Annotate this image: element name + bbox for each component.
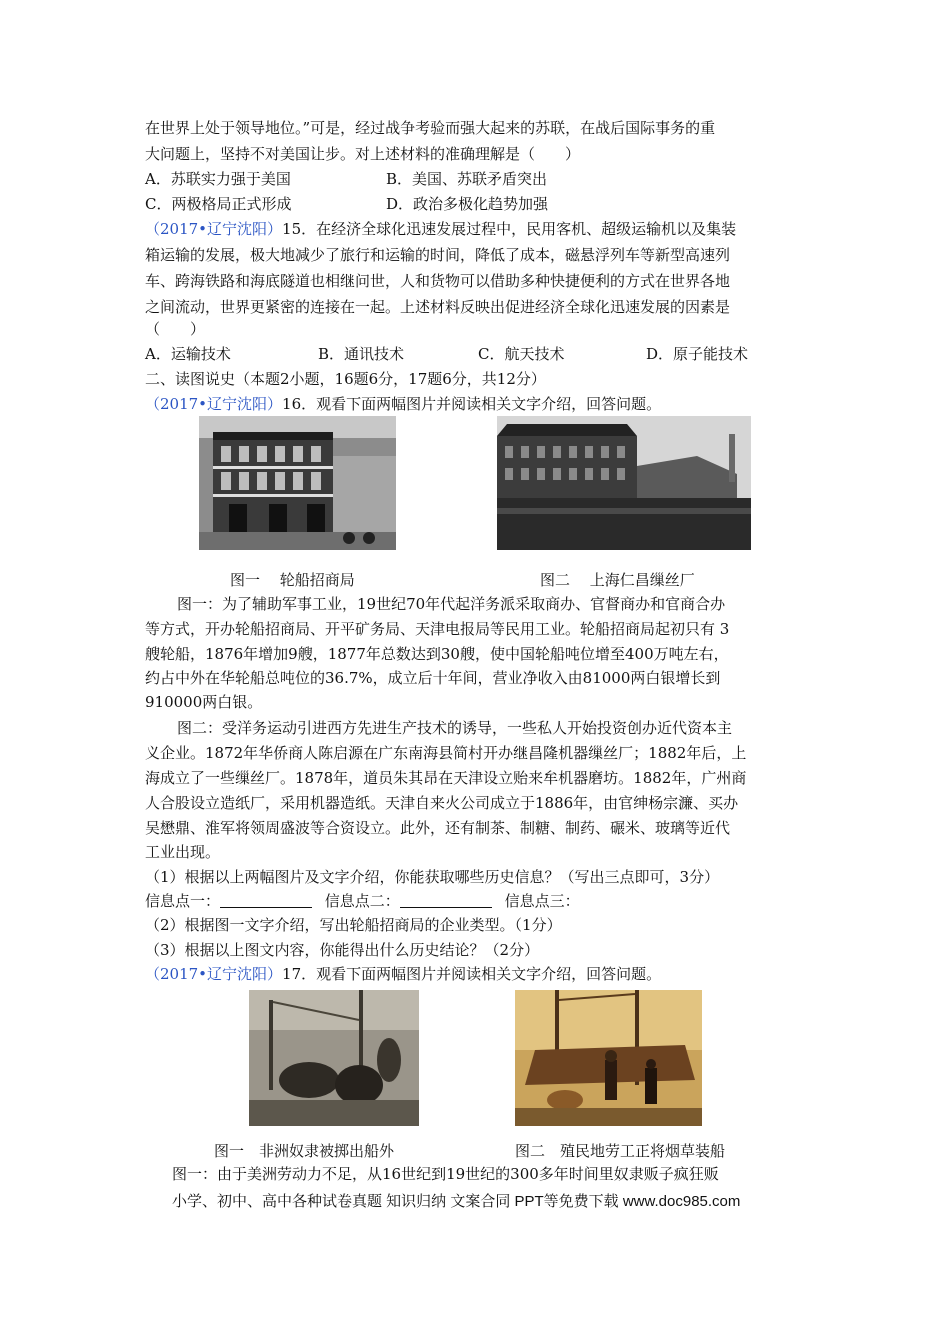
q17-photo-2-tobacco-loading <box>515 990 702 1126</box>
q16-source: （2017•辽宁沈阳） <box>145 395 283 413</box>
q17-caption-1: 图一 非洲奴隶被掷出船外 <box>214 1142 395 1160</box>
q17-caption-2: 图二 殖民地劳工正将烟草装船 <box>515 1142 726 1160</box>
q16-caption-1: 图一 轮船招商局 <box>230 571 355 589</box>
q15-option-a: A．运输技术 <box>145 345 231 363</box>
q16-para2-line-1: 图二：受洋务运动引进西方先进生产技术的诱导，一些私人开始投资创办近代资本主 <box>177 719 733 737</box>
q17-stem-line <box>145 963 661 985</box>
q15-option-b: B．通讯技术 <box>318 345 405 363</box>
info-point-1-blank[interactable] <box>220 893 312 908</box>
q16-stem: 16．观看下面两幅图片并阅读相关文字介绍，回答问题。 <box>282 395 662 413</box>
q15-line-4: 之间流动，世界更紧密的连接在一起。上述材料反映出促进经济全球化迅速发展的因素是 <box>145 298 731 316</box>
q15-line-3: 车、跨海铁路和海底隧道也相继问世，人和货物可以借助多种快捷便利的方式在世界各地 <box>145 272 731 290</box>
q16-para2-line-3: 海成立了一些缫丝厂。1878年，道员朱其昂在天津设立贻来牟机器磨坊。1882年，广州商 <box>145 769 747 787</box>
q14-line-1: 在世界上处于领导地位。”可是，经过战争考验而强大起来的苏联，在战后国际事务的重 <box>145 119 716 137</box>
q14-option-d: D．政治多极化趋势加强 <box>386 195 549 213</box>
info-point-2-blank[interactable] <box>400 893 492 908</box>
q14-line-2: 大问题上，坚持不对美国让步。对上述材料的准确理解是（ ） <box>145 145 581 163</box>
q16-para2-line-2: 义企业。1872年华侨商人陈启源在广东南海县简村开办继昌隆机器缫丝厂；1882年后，上 <box>145 744 747 762</box>
section-heading: 二、读图说史（本题2小题，16题6分，17题6分，共12分） <box>145 370 546 388</box>
info-point-3-label: 信息点三： <box>504 892 580 910</box>
q17-photo-1-slaves-thrown-overboard <box>249 990 419 1126</box>
q16-para1-line-1: 图一：为了辅助军事工业，19世纪70年代起洋务派采取商办、官督商办和官商合办 <box>177 595 726 613</box>
q15-option-d: D．原子能技术 <box>646 345 749 363</box>
q14-option-a: A．苏联实力强于美国 <box>145 170 291 188</box>
q16-para1-line-5: 910000两白银。 <box>145 693 263 711</box>
q15-line-1 <box>145 218 736 240</box>
q16-para2-line-4: 人合股设立造纸厂，采用机器造纸。天津自来火公司成立于1886年，由官绅杨宗濂、买办 <box>145 794 739 812</box>
q15-stem: 15．在经济全球化迅速发展过程中，民用客机、超级运输机以及集装 <box>282 220 737 238</box>
q16-para1-line-4: 约占中外在华轮船总吨位的36.7%，成立后十年间，营业净收入由81000两白银增长到 <box>145 669 721 687</box>
q15-line-5: （ ） <box>145 320 206 338</box>
q15-line-2: 箱运输的发展，极大地减少了旅行和运输的时间，降低了成本，磁悬浮列车等新型高速列 <box>145 246 731 264</box>
q14-option-c: C．两极格局正式形成 <box>145 195 292 213</box>
q16-para2-line-6: 工业出现。 <box>145 843 221 861</box>
q17-stem: 17．观看下面两幅图片并阅读相关文字介绍，回答问题。 <box>282 965 662 983</box>
q17-source: （2017•辽宁沈阳） <box>145 965 283 983</box>
q15-source: （2017•辽宁沈阳） <box>145 220 283 238</box>
q16-para1-line-2: 等方式，开办轮船招商局、开平矿务局、天津电报局等民用工业。轮船招商局起初只有 3 <box>145 620 730 638</box>
q16-para1-line-3: 艘轮船，1876年增加9艘，1877年总数达到30艘，使中国轮船吨位增至400万吨左右， <box>145 645 729 663</box>
info-point-1-label: 信息点一： <box>145 892 221 910</box>
q16-info-row <box>145 890 580 912</box>
q16-subquestion-3: （3）根据以上图文内容，你能得出什么历史结论？（2分） <box>145 941 540 959</box>
q16-subquestion-1: （1）根据以上两幅图片及文字介绍，你能获取哪些历史信息？（写出三点即可，3分） <box>145 868 720 886</box>
q16-subquestion-2: （2）根据图一文字介绍，写出轮船招商局的企业类型。（1分） <box>145 916 562 934</box>
q16-caption-2: 图二 上海仁昌缫丝厂 <box>540 571 695 589</box>
q14-option-b: B．美国、苏联矛盾突出 <box>386 170 548 188</box>
q16-stem-line <box>145 393 661 415</box>
q16-photo-2-silk-factory <box>497 416 751 550</box>
q16-para2-line-5: 吴懋鼎、淮军将领周盛波等合资设立。此外，还有制茶、制糖、制药、碾米、玻璃等近代 <box>145 819 731 837</box>
q16-photo-1-shipping-bureau <box>199 416 396 550</box>
info-point-2-label: 信息点二： <box>324 892 400 910</box>
q17-para1-line-1: 图一：由于美洲劳动力不足，从16世纪到19世纪的300多年时间里奴隶贩子疯狂贩 <box>172 1165 719 1183</box>
page-footer: 小学、初中、高中各种试卷真题 知识归纳 文案合同 PPT等免费下载 www.doc985.com <box>172 1193 741 1210</box>
q15-option-c: C．航天技术 <box>478 345 565 363</box>
